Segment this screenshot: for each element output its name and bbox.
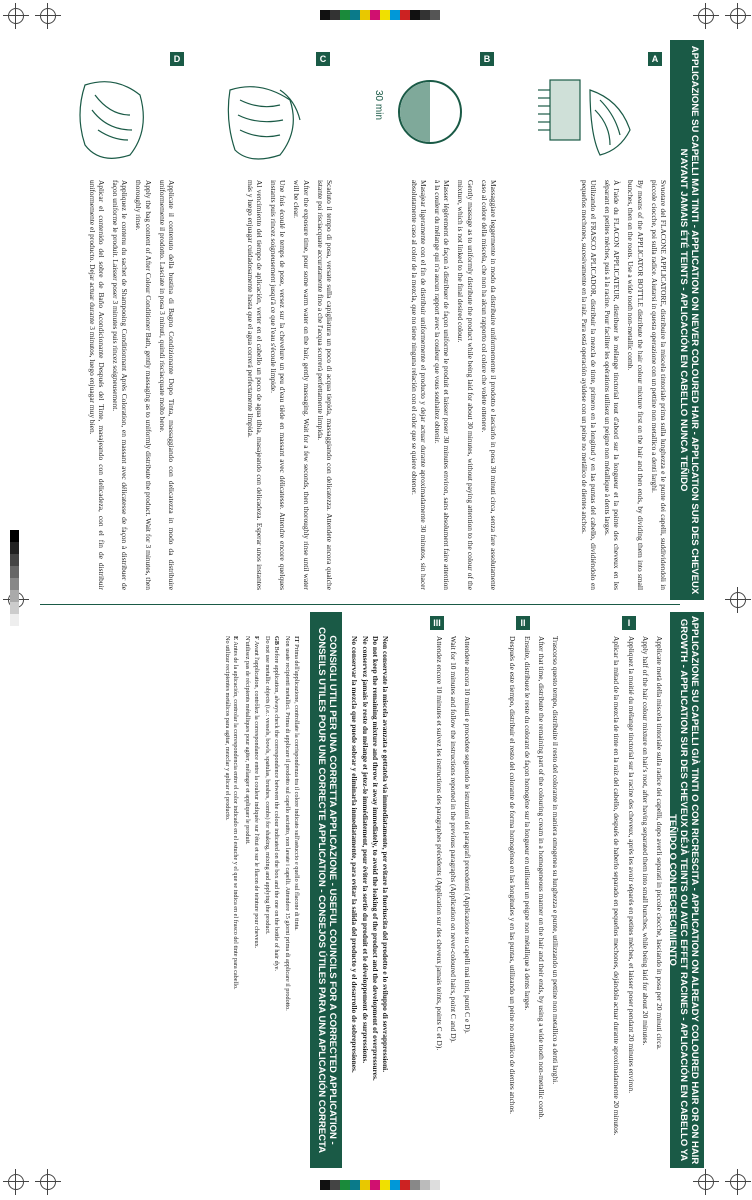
tip-gb-2: Do not use metallic objects (i.e.: vessels, bowls, spatulas, brushes, combs) for shaking, mixing and applying the product. xyxy=(264,636,272,935)
section-c-title: CONSIGLI UTILI PER UNA CORRETTA APPLICAZIONE - USEFUL COUNCILS FOR A CORRECTED APPLICATION - CONSEILS UTILES POUR UNE CORRECTE APPLICATION - CONSEJOS ÚTILES PARA UNA APLICACIÓN CORRECTA xyxy=(316,627,338,1153)
crop-mark-icon xyxy=(698,1174,714,1190)
step-d-fr: Appliquez le contenu du sachet de Shampooing Conditionnant Après Coloration, en massant avec délicatesse de façon à distribuer de façon uniforme le produit. Laisser poser 3 minutes puis rincez soigneusement. xyxy=(110,180,130,590)
step-b-text xyxy=(404,180,498,590)
warning-en: Do not keep the remaining mixture and throw it away immediately, to avoid the leaking of the product and the development of overpressures. xyxy=(370,636,380,1081)
step-d-it: Applicate il contenuto della bustina di Bagno Condizionante Dopo Tinta, massaggiando con delicatezza in modo da distribuire uniformemente il prodotto. Lasciate in posa 3 minuti, quindi risciacquate molto bene. xyxy=(157,180,176,590)
step-b-it: Massaggiare leggermente in modo da distribuire uniformemente il prodotto e lasciarlo in posa 30 minuti circa, senza fare assolutamente caso al colore della miscela, che non ha alcun rapporto col colore che volete ottenere. xyxy=(479,180,498,590)
step-ii-text xyxy=(503,636,560,1166)
step-i-es: Aplicar la mitad de la mezcla de tinte en la raíz del cabello, después de haberlo separado en pequeños mechones, dejándola actuar durante aproximadamente 20 minutos. xyxy=(612,636,622,1136)
step-c-text xyxy=(240,180,334,590)
section-divider xyxy=(40,604,680,605)
step-i-en: Apply half of the hair colour mixture on hair's root, after having separated them into small bunches, while being laid for about 20 minutes. xyxy=(640,636,650,1046)
step-iii-fr: Attendez encore 10 minutes et suivez les instructions des paragraphes précédents (Application sur des cheveux jamais teints, points C et D). xyxy=(434,636,444,1051)
crop-mark-icon xyxy=(40,1174,56,1190)
step-b-es: Masajear ligeramente con el fin de distribuir uniformemente el producto y dejar actuar durante aproximadamente 30 minutos, sin hacer absolutamente caso al color de la mezcla, que no tiene ninguna relación con el color que se quiere obtener. xyxy=(409,180,428,590)
crop-mark-icon xyxy=(730,8,746,24)
step-a-es: Utilizando el FRASCO APLICADOR, distribuir la mezcla de tinte, primero en la longitud y en las puntas del cabello, dividiéndolo en pequeños mechones, sucesivamente en la raíz. Para está operación ayúdese con un peine no metálico de dientes anchos. xyxy=(579,180,598,590)
step-i-text xyxy=(607,636,664,1166)
step-a-text xyxy=(574,180,668,590)
warning-fr: Ne conservez jamais le reste du mélange et jetez-le immédiatement, pour éviter la sortie du produit et le développement de surpressions. xyxy=(360,636,370,1064)
crop-mark-icon xyxy=(730,592,746,608)
tip-e-1: E Antes de la aplicación, controlar la correspondencia entre el color indicado en el estuche y el que se indica en el frasco del tinte para cabello. xyxy=(232,636,240,990)
step-i-fr: Appliquez la moitié du mélange tinctorial sur la racine des cheveux, après les avoir séparés en petites mèches, et laisser poser pendant 20 minutes environ. xyxy=(626,636,636,1094)
tip-f-1: F Avant l'application, contrôlez la correspondance entre la couleur indiquée sur l'étui et sur le flacon de teinture pour cheveux. xyxy=(252,636,260,949)
step-c-es: Al vencimiento del tiempo de aplicación, verter en el cabello un poco de agua tibia, masajeando con delicadeza. Esperar unos instantes más y luego enjuagar cuidadosamente hasta que el agua correrá perfectamente límpida. xyxy=(245,180,264,590)
tip-it-2: Non usate recipienti metallici. Prima di applicare il prodotto sul capello asciutto, non lavate i capelli. Attendere 15 giorni prima di applicare il prodotto. xyxy=(284,636,292,1011)
warnings-text xyxy=(349,636,390,1166)
step-iii-text xyxy=(429,636,472,1166)
step-iii-marker: III xyxy=(430,616,444,630)
step-i-it: Applicate metà della miscela tintoriale sulla radice dei capelli, dopo averli separati in piccole ciocche, lasciando in posa per 20 minuti circa. xyxy=(655,636,664,1050)
timer-30-min-icon xyxy=(398,80,462,144)
step-ii-marker: II xyxy=(516,616,530,630)
crop-mark-icon xyxy=(8,1174,24,1190)
section-a-title: APPLICAZIONE SU CAPELLI MAI TINTI - APPLICATION ON NEVER COLOURED HAIR - APPLICATION SUR DES CHEVEUX N'AYANT JAMAIS ÉTÉ TEINTS - APLICACIÓN EN CABELLO NUNCA TEÑIDO xyxy=(678,45,700,595)
step-a-it: Svuotare del FLACONE APPLICATORE, distribuire la miscela tintoriale prima sulla lunghezza e le punte dei capelli, suddividendoli in piccole ciocche, poi sulla radice. Aiutarsi in questa operazione con un pettine non metallico a denti larghi. xyxy=(649,180,668,590)
crop-mark-icon xyxy=(698,8,714,24)
tip-e-2: No utilizar recipientes metálicos para agitar, mezclar y aplicar el producto. xyxy=(223,636,231,821)
section-b-title: APPLICAZIONE SU CAPELLI GIÀ TINTI O CON RICRESCITA - APPLICATION ON ALREADY COLOURED HAIR OR ON HAIR GROWTH - APPLICATION SUR DES CHEVEUX DÉJÀ TEINTS OU AVEC EFFET RACINES - APLICACIÓN EN CABELLO YA TEÑIDO O CON RECRECIMIENTO xyxy=(667,615,700,1165)
step-ii-fr: Ensuite, distribuez le reste du colorant de façon homogène sur la longueur en utilisant un peigne non métallique à dents larges. xyxy=(522,636,532,1011)
step-iii-en: Wait for 10 minutes and follow the instructions reported in the previous paragraphs (Application on never-coloured hairs, point C and D). xyxy=(448,636,458,1043)
comb-application-illustration xyxy=(530,70,640,160)
timer-label: 30 min xyxy=(373,90,384,121)
step-c-marker: C xyxy=(316,52,330,66)
step-d-text xyxy=(82,180,176,590)
step-b-marker: B xyxy=(480,52,494,66)
warning-it: Non conservate la miscela avanzata e gettatela via immediatamente, per evitare la fuoriuscita del prodotto e lo sviluppo di sovrappressioni. xyxy=(381,636,390,1073)
rinse-illustration xyxy=(220,70,310,170)
conditioner-illustration xyxy=(70,70,160,170)
warning-es: No conservar la mezcla que puede sobrar y eliminarla inmediatamente, para evitar la salida del producto y el desarrollo de sobrepresiones. xyxy=(350,636,360,1073)
step-ii-it: Trascorso questo tempo, distribuite il resto del colorante in maniera omogenea su lunghezza e punte, utilizzando un pettine non metallico a denti larghi. xyxy=(551,636,560,1085)
step-b-en: Gently massage as to uniformly distribute the product while being laid for about 30 minutes, without paying attention to the colour of the mixture, which is not linked to the final desired colour. xyxy=(456,180,475,590)
tips-text xyxy=(219,636,300,1166)
step-i-marker: I xyxy=(622,616,636,630)
step-b-fr: Masser légèrement de façon à distribuer de façon uniforme le produit et laisser poser 30 minutes environ, sans absolument faire attention à la couleur du mélange qui n'a aucun rapport avec la couleur que vous souhaitez obtenir. xyxy=(432,180,452,590)
tip-gb-1: GB Before application, always check the correspondence between the colour indicated on the box and the one on the bottle of hair dye. xyxy=(272,636,280,972)
step-c-fr: Une fois écoulé le temps de pose, versez sur la chevelure un peu d'eau tiède en massant avec délicatesse. Attendre encore quelques instants puis rincez soigneusement jusqu'à ce que l'eau s'écoule limpide. xyxy=(268,180,288,590)
step-a-fr: À l'aide du FLACON APPLICATEUR, distribuer le mélange tinctorial tout d'abord sur la longueur et la pointe des cheveux en les séparant en petites mèches, puis à la racine. Pour faciliter les opérations utilisez un peigne non métallique à dents larges. xyxy=(602,180,622,590)
step-a-en: By means of the APPLICATOR BOTTLE distribute the hair colour mixture first on the hair and then ends, by dividing them into small bunches, then on the roots. Use a wide tooth non-metallic comb. xyxy=(626,180,645,590)
step-d-en: Apply the bag content of After Colour Conditioner Bath, gently massaging as to uniformly distribute the product. Wait for 3 minutes, then thoroughly rinse. xyxy=(134,180,153,590)
color-bar xyxy=(320,10,440,20)
step-c-en: After the exposure time, pour some warm water on the hair, gently massaging. Wait for a few seconds, then thoroughly rinse until water will be clear. xyxy=(292,180,311,590)
step-ii-en: After that time, distribute the remaining part of the colouring cream in a homogeneous manner on the hair and their ends, by using a wide tooth non-metallic comb. xyxy=(536,636,546,1120)
tip-f-2: N'utilisez pas de récipients métalliques pour agiter, mélanger et appliquer le produit. xyxy=(244,636,252,845)
step-d-marker: D xyxy=(170,52,184,66)
crop-mark-icon xyxy=(730,1174,746,1190)
color-bar xyxy=(320,1180,440,1190)
crop-mark-icon xyxy=(40,8,56,24)
step-iii-it: Attendete ancora 10 minuti e procedete seguendo le istruzioni dei paragrafi precedenti (Applicazione su capelli mai tinti, punti C e D). xyxy=(463,636,472,1034)
grayscale-bar xyxy=(10,530,19,626)
step-ii-es: Después de este tiempo, distribuir el resto del colorante de forma homogénea en las longitudes y en las puntas, utilizando un peine no metálico de dientes anchos. xyxy=(508,636,518,1114)
crop-mark-icon xyxy=(8,8,24,24)
step-c-it: Scaduto il tempo di posa, versate sulla capigliatura un poco di acqua tiepida, massaggiando con delicatezza. Attendete ancora qualche istante poi risciacquate accuratamente fino a che l'acqua scorrerà perfettamente limpida. xyxy=(315,180,334,590)
step-d-es: Aplicar el contenido del sobre de Baño Acondicionante Después del Tinte, masajeando con delicadeza, con el fin de distribuir uniformemente el producto. Dejar actuar durante 3 minutos, luego enjuagar muy bien. xyxy=(87,180,106,590)
step-a-marker: A xyxy=(648,52,662,66)
tip-it-1: IT Prima dell'applicazione, controllate la corrispondenza tra il colore indicato sull'astuccio e quello sul flacone di tinta. xyxy=(293,636,300,931)
